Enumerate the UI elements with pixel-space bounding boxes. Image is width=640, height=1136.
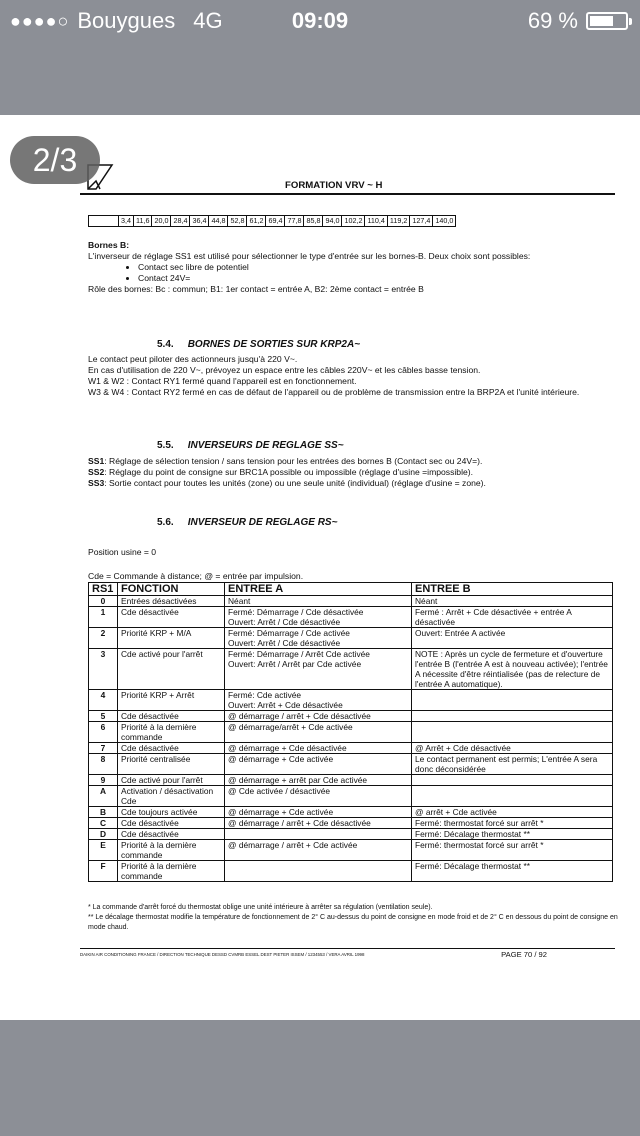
doc-header: FORMATION VRV ~ H <box>285 180 383 191</box>
cell-entree-a <box>225 861 412 882</box>
cell-code: 0 <box>89 596 118 607</box>
cell-code: B <box>89 807 118 818</box>
text-line: W1 & W2 : Contact RY1 fermé quand l'appareil est en fonctionnement. <box>88 376 357 386</box>
scale-cell: 20,0 <box>151 216 170 226</box>
scale-cell: 36,4 <box>189 216 208 226</box>
table-row <box>89 840 613 861</box>
scale-cell: 94,0 <box>322 216 341 226</box>
scale-cell: 3,4 <box>118 216 133 226</box>
cell-entree-a: @ démarrage/arrêt + Cde activée <box>225 722 412 743</box>
table-row <box>89 690 613 711</box>
scale-cell: 85,8 <box>303 216 322 226</box>
cell-function: Priorité centralisée <box>118 754 225 775</box>
factory-position: Position usine = 0 <box>88 547 157 557</box>
cell-function: Activation / désactivation Cde <box>118 786 225 807</box>
cell-function: Priorité KRP + M/A <box>118 628 225 649</box>
text-line: SS2: Réglage du point de consigne sur BRC1A possible ou impossible (réglage d'usine =impossible). <box>88 467 474 477</box>
table-row <box>89 754 613 775</box>
col-header: RS1 <box>89 583 118 596</box>
table-row <box>89 722 613 743</box>
table-header-row <box>89 583 613 596</box>
cell-entree-b: Fermé: thermostat forcé sur arrêt * <box>412 840 613 861</box>
text-line: SS3: Sortie contact pour toutes les unités (zone) ou une seule unité (individual) (réglage d'usine = zone). <box>88 478 486 488</box>
section-5-5-body <box>88 456 618 489</box>
cell-code: 8 <box>89 754 118 775</box>
cell-entree-b: Fermé : Arrêt + Cde désactivée + entrée A désactivée <box>412 607 613 628</box>
bornes-list <box>88 262 618 284</box>
text-line: W3 & W4 : Contact RY2 fermé en cas de défaut de l'appareil ou de problème de transmission entre la BRP2A et l'unité intérieure. <box>88 387 580 397</box>
col-header: ENTREE B <box>412 583 613 596</box>
cell-entree-a: @ démarrage + Cde désactivée <box>225 743 412 754</box>
scale-cell: 77,8 <box>284 216 303 226</box>
table-row <box>89 818 613 829</box>
section-5-6-title: 5.6. INVERSEUR DE REGLAGE RS~ <box>157 517 338 528</box>
cell-entree-a: Fermé: Démarrage / Arrêt Cde activée Ouvert: Arrêt / Arrêt par Cde activée <box>225 649 412 690</box>
text-line: SS1: Réglage de sélection tension / sans tension pour les entrées des bornes B (Contact sec ou 24V=). <box>88 456 483 466</box>
footer-rule <box>80 948 615 949</box>
cell-code: A <box>89 786 118 807</box>
cell-entree-b <box>412 711 613 722</box>
cell-function: Priorité KRP + Arrêt <box>118 690 225 711</box>
cell-entree-b: Fermé: thermostat forcé sur arrêt * <box>412 818 613 829</box>
cell-function: Cde désactivée <box>118 818 225 829</box>
cell-entree-a: Néant <box>225 596 412 607</box>
list-item: • Contact 24V= <box>138 273 618 284</box>
cell-code: C <box>89 818 118 829</box>
cell-function: Cde activé pour l'arrêt <box>118 649 225 690</box>
cell-entree-b: Fermé: Décalage thermostat ** <box>412 861 613 882</box>
cell-function: Cde activé pour l'arrêt <box>118 775 225 786</box>
table-row <box>89 775 613 786</box>
cell-entree-a: @ démarrage + arrêt par Cde activée <box>225 775 412 786</box>
cell-entree-b <box>412 722 613 743</box>
cell-entree-b <box>412 786 613 807</box>
list-item: • Contact sec libre de potentiel <box>138 262 618 273</box>
scale-cell: 119,2 <box>387 216 409 226</box>
cell-entree-b: Fermé: Décalage thermostat ** <box>412 829 613 840</box>
cell-code: 2 <box>89 628 118 649</box>
value-scale <box>88 215 456 227</box>
cell-entree-a: Fermé: Démarrage / Cde désactivée Ouvert: Arrêt / Cde désactivée <box>225 607 412 628</box>
cell-entree-a <box>225 829 412 840</box>
cell-entree-b: Le contact permanent est permis; L'entrée A sera donc déconsidérée <box>412 754 613 775</box>
document-page[interactable] <box>0 115 640 1020</box>
scale-cell: 61,2 <box>246 216 265 226</box>
cell-entree-b: Ouvert: Entrée A activée <box>412 628 613 649</box>
cell-code: 3 <box>89 649 118 690</box>
col-header: FONCTION <box>118 583 225 596</box>
page-indicator[interactable]: 2/3 <box>10 136 100 184</box>
scale-cell: 140,0 <box>432 216 455 226</box>
table-row <box>89 607 613 628</box>
table-row <box>89 861 613 882</box>
cell-entree-a: @ démarrage + Cde activée <box>225 754 412 775</box>
cell-entree-a: Fermé: Cde activée Ouvert: Arrêt + Cde désactivée <box>225 690 412 711</box>
cell-function: Entrées désactivées <box>118 596 225 607</box>
rs-table <box>88 582 613 882</box>
footnote: * La commande d'arrêt forcé du thermostat oblige une unité intérieure à arrêter sa régulation (ventilation seule). <box>88 904 433 911</box>
col-header: ENTREE A <box>225 583 412 596</box>
cell-entree-a: @ démarrage / arrêt + Cde désactivée <box>225 711 412 722</box>
bornes-intro: L'inverseur de réglage SS1 est utilisé pour sélectionner le type d'entrée sur les bornes-B. Deux choix sont possibles: <box>88 251 531 261</box>
bornes-title: Bornes B: <box>88 240 130 250</box>
battery-percent: 69 % <box>527 8 578 33</box>
cell-function: Cde toujours activée <box>118 807 225 818</box>
table-row <box>89 711 613 722</box>
scale-cell: 127,4 <box>409 216 432 226</box>
bornes-role: Rôle des bornes: Bc : commun; B1: 1er contact = entrée A, B2: 2ème contact = entrée B <box>88 284 424 294</box>
section-5-4-body <box>88 354 618 398</box>
cell-entree-b <box>412 690 613 711</box>
cell-entree-a: @ démarrage / arrêt + Cde activée <box>225 840 412 861</box>
footer-left: DAIKIN AIR CONDITIONING FRANCE / DIRECTION TECHNIQUE DESSD CVMRB ESSEL DEST PIETER ISSEM / 1234553 / VERA AVRIL 1998 <box>80 952 365 957</box>
cell-function: Priorité à la dernière commande <box>118 861 225 882</box>
cell-entree-b: NOTE : Après un cycle de fermeture et d'ouverture l'entrée B (l'entrée A est à nouveau activée); l'entrée A nécessite d'être réintialisée (pas de relecture de l'entrée A automatique). <box>412 649 613 690</box>
cell-code: 6 <box>89 722 118 743</box>
section-5-5-title: 5.5. INVERSEURS DE REGLAGE SS~ <box>157 440 344 451</box>
carrier-name: Bouygues <box>77 8 176 33</box>
cell-function: Priorité à la dernière commande <box>118 722 225 743</box>
table-row <box>89 807 613 818</box>
doc-footer <box>80 951 615 959</box>
scale-cell: 110,4 <box>364 216 386 226</box>
table-row <box>89 649 613 690</box>
cell-code: 9 <box>89 775 118 786</box>
cell-function: Cde désactivée <box>118 743 225 754</box>
scale-cell: 28,4 <box>170 216 189 226</box>
battery-icon <box>586 12 628 30</box>
cell-code: E <box>89 840 118 861</box>
cell-function: Cde désactivée <box>118 711 225 722</box>
table-row <box>89 786 613 807</box>
cell-function: Priorité à la dernière commande <box>118 840 225 861</box>
bornes-section <box>88 240 618 295</box>
page-number: PAGE 70 / 92 <box>501 950 547 959</box>
table-row <box>89 829 613 840</box>
footnotes <box>88 903 628 933</box>
text-line: En cas d'utilisation de 220 V~, prévoyez un espace entre les câbles 220V~ et les câbles basse tension. <box>88 365 481 375</box>
cell-entree-b: @ Arrêt + Cde désactivée <box>412 743 613 754</box>
header-rule <box>80 193 615 195</box>
status-time: 09:09 <box>291 8 349 33</box>
table-row <box>89 628 613 649</box>
text-line: Le contact peut piloter des actionneurs jusqu'à 220 V~. <box>88 354 298 364</box>
bottom-bar <box>0 1020 640 1136</box>
scale-cell: 102,2 <box>341 216 364 226</box>
cell-code: 4 <box>89 690 118 711</box>
cell-function: Cde désactivée <box>118 829 225 840</box>
battery-group <box>528 8 628 34</box>
section-5-4-title: 5.4. BORNES DE SORTIES SUR KRP2A~ <box>157 339 361 350</box>
cell-code: 1 <box>89 607 118 628</box>
cell-entree-a: @ Cde activée / désactivée <box>225 786 412 807</box>
cell-entree-a: @ démarrage / arrêt + Cde désactivée <box>225 818 412 829</box>
scale-cell <box>89 216 118 226</box>
signal-icon: ●●●●○ <box>10 10 70 31</box>
battery-fill <box>590 16 613 26</box>
status-bar <box>0 0 640 40</box>
footnote: ** Le décalage thermostat modifie la température de fonctionnement de 2° C au-dessus du point de consigne en mode froid et de 2° C en dessous du point de consigne en mode chaud. <box>88 914 618 931</box>
cell-code: 5 <box>89 711 118 722</box>
table-row <box>89 596 613 607</box>
cell-code: F <box>89 861 118 882</box>
cell-entree-a: Fermé: Démarrage / Cde activée Ouvert: Arrêt / Cde désactivée <box>225 628 412 649</box>
scale-cell: 52,8 <box>227 216 246 226</box>
cell-entree-b <box>412 775 613 786</box>
scale-cell: 44,8 <box>208 216 227 226</box>
table-legend: Cde = Commande à distance; @ = entrée par impulsion. <box>88 571 304 581</box>
cell-code: 7 <box>89 743 118 754</box>
cell-entree-b: Néant <box>412 596 613 607</box>
cell-entree-b: @ arrêt + Cde activée <box>412 807 613 818</box>
cell-entree-a: @ démarrage + Cde activée <box>225 807 412 818</box>
cell-function: Cde désactivée <box>118 607 225 628</box>
scale-cell: 69,4 <box>265 216 284 226</box>
scale-cell: 11,6 <box>133 216 151 226</box>
table-row <box>89 743 613 754</box>
cell-code: D <box>89 829 118 840</box>
network-type: 4G <box>193 8 223 33</box>
